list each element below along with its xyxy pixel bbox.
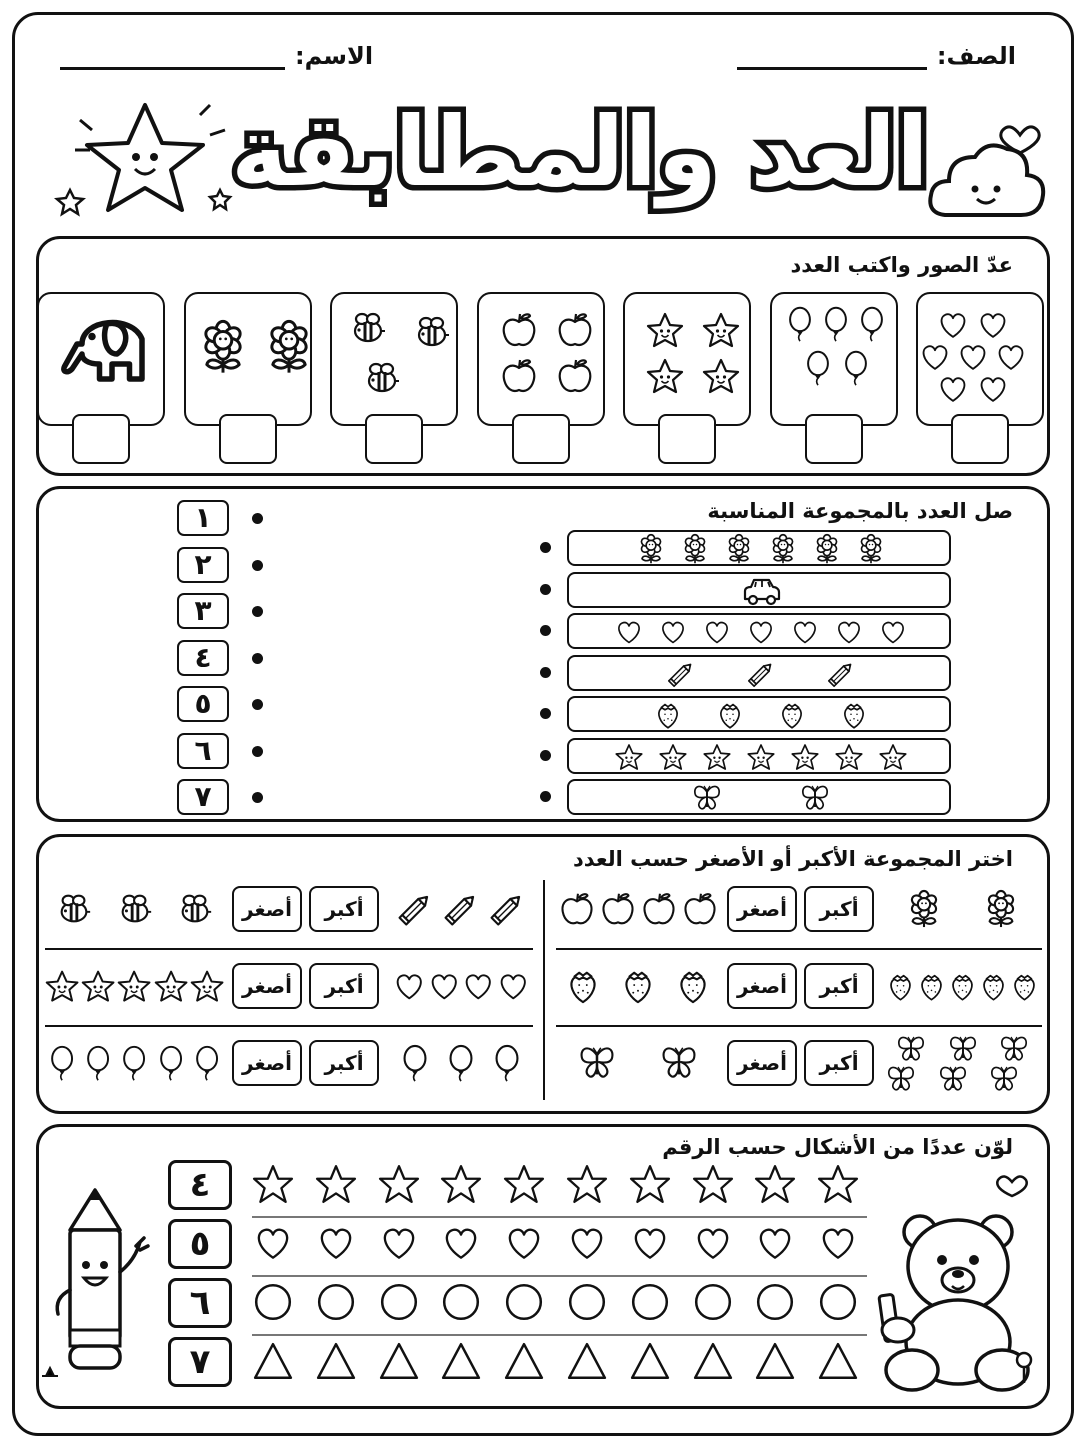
star-icon[interactable]: [315, 1163, 357, 1205]
star-icon[interactable]: [754, 1163, 796, 1205]
match-dot-right[interactable]: [540, 667, 551, 678]
bee-icon: [176, 890, 214, 928]
heart-icon: [918, 340, 952, 374]
car-icon: [741, 571, 781, 611]
smiling-star-icon: [60, 95, 250, 225]
star-icon: [701, 356, 741, 396]
heart-icon[interactable]: [440, 1222, 482, 1264]
heart-icon: [936, 308, 970, 342]
heart-icon[interactable]: [629, 1222, 671, 1264]
butterfly-icon: [989, 1064, 1019, 1094]
heart-icon: [790, 617, 820, 647]
match-section-title: صل العدد بالمجموعة المناسبة: [707, 499, 1013, 523]
count-card: [770, 292, 898, 426]
bigger-button[interactable]: أكبر: [309, 886, 379, 932]
circle-icon[interactable]: [692, 1281, 734, 1323]
star-icon: [80, 968, 116, 1004]
triangle-icon[interactable]: [754, 1340, 796, 1382]
match-dot-left[interactable]: [252, 699, 263, 710]
teddy-bear-icon: [872, 1180, 1047, 1395]
match-group-strip: [567, 738, 951, 774]
compare-row-divider: [45, 1025, 533, 1027]
balloon-icon: [189, 1045, 225, 1081]
count-section-title: عدّ الصور واكتب العدد: [790, 253, 1013, 277]
apple-icon: [599, 890, 637, 928]
strawberry-icon: [715, 700, 745, 730]
count-answer-box[interactable]: [658, 414, 716, 464]
bigger-button[interactable]: أكبر: [309, 1040, 379, 1086]
color-row-divider: [252, 1334, 867, 1336]
smaller-button[interactable]: أصغر: [232, 886, 302, 932]
heart-icon: [461, 969, 496, 1004]
color-number-box: ٥: [168, 1219, 232, 1269]
flower-icon: [905, 890, 943, 928]
color-number-box: ٦: [168, 1278, 232, 1328]
heart-icon: [976, 372, 1010, 406]
heart-icon[interactable]: [315, 1222, 357, 1264]
heart-icon: [956, 340, 990, 374]
heart-icon: [746, 617, 776, 647]
color-row-divider: [252, 1275, 867, 1277]
heart-icon[interactable]: [503, 1222, 545, 1264]
flower-icon: [812, 534, 842, 564]
star-icon[interactable]: [252, 1163, 294, 1205]
balloon-icon: [818, 306, 854, 342]
circle-icon[interactable]: [817, 1281, 859, 1323]
flower-icon: [636, 534, 666, 564]
heart-icon: [976, 308, 1010, 342]
balloon-icon: [80, 1045, 116, 1081]
pencil-icon: [666, 659, 696, 689]
smaller-button[interactable]: أصغر: [727, 886, 797, 932]
butterfly-icon: [886, 1064, 916, 1094]
pencil-icon: [396, 890, 434, 928]
heart-icon[interactable]: [692, 1222, 734, 1264]
smaller-button[interactable]: أصغر: [232, 963, 302, 1009]
count-answer-box[interactable]: [219, 414, 277, 464]
triangle-icon[interactable]: [692, 1340, 734, 1382]
apple-icon: [640, 890, 678, 928]
compare-row-divider: [556, 1025, 1042, 1027]
flower-icon: [724, 534, 754, 564]
bee-icon: [55, 890, 93, 928]
triangle-icon[interactable]: [440, 1340, 482, 1382]
match-dot-right[interactable]: [540, 542, 551, 553]
heart-icon[interactable]: [378, 1222, 420, 1264]
strawberry-icon: [839, 700, 869, 730]
balloon-icon: [44, 1045, 80, 1081]
bee-icon: [116, 890, 154, 928]
match-number-box: ٥: [177, 686, 229, 722]
bee-icon: [362, 358, 402, 398]
star-icon[interactable]: [378, 1163, 420, 1205]
color-row-divider: [252, 1216, 867, 1218]
pencil-icon: [442, 890, 480, 928]
name-label: الاسم:: [295, 42, 374, 70]
match-dot-right[interactable]: [540, 750, 551, 761]
circle-icon[interactable]: [754, 1281, 796, 1323]
circle-icon[interactable]: [378, 1281, 420, 1323]
circle-icon[interactable]: [503, 1281, 545, 1323]
circle-icon[interactable]: [629, 1281, 671, 1323]
name-blank[interactable]: [60, 44, 285, 70]
star-icon[interactable]: [692, 1163, 734, 1205]
circle-icon[interactable]: [566, 1281, 608, 1323]
apple-icon: [499, 356, 539, 396]
strawberry-icon: [1009, 971, 1040, 1002]
color-number-box: ٧: [168, 1337, 232, 1387]
bigger-button[interactable]: أكبر: [309, 963, 379, 1009]
count-card: [623, 292, 751, 426]
match-group-strip: [567, 779, 951, 815]
butterfly-icon: [692, 783, 722, 813]
elephant-icon: [57, 304, 157, 404]
balloon-icon: [838, 350, 874, 386]
bigger-button[interactable]: أكبر: [804, 886, 874, 932]
butterfly-icon: [660, 1044, 698, 1082]
balloon-icon: [442, 1044, 480, 1082]
heart-icon: [878, 617, 908, 647]
star-icon[interactable]: [503, 1163, 545, 1205]
star-icon: [645, 310, 685, 350]
triangle-icon[interactable]: [315, 1340, 357, 1382]
star-icon: [834, 742, 864, 772]
class-field: [737, 30, 1016, 70]
color-number-box: ٤: [168, 1160, 232, 1210]
triangle-icon[interactable]: [252, 1340, 294, 1382]
apple-icon: [555, 310, 595, 350]
apple-icon: [681, 890, 719, 928]
smaller-button[interactable]: أصغر: [727, 1040, 797, 1086]
match-dot-left[interactable]: [252, 606, 263, 617]
compare-row-divider: [556, 948, 1042, 950]
flower-icon: [768, 534, 798, 564]
match-dot-right[interactable]: [540, 584, 551, 595]
class-blank[interactable]: [737, 44, 927, 70]
strawberry-icon: [947, 971, 978, 1002]
heart-icon: [994, 340, 1028, 374]
star-icon: [702, 742, 732, 772]
triangle-icon[interactable]: [378, 1340, 420, 1382]
star-icon[interactable]: [566, 1163, 608, 1205]
butterfly-icon: [800, 783, 830, 813]
match-group-strip: [567, 572, 951, 608]
pencil-icon: [826, 659, 856, 689]
match-group-strip: [567, 613, 951, 649]
match-dot-left[interactable]: [252, 746, 263, 757]
star-icon: [116, 968, 152, 1004]
count-answer-box[interactable]: [365, 414, 423, 464]
butterfly-icon: [948, 1034, 978, 1064]
match-number-box: ٤: [177, 640, 229, 676]
star-icon: [878, 742, 908, 772]
heart-icon: [427, 969, 462, 1004]
smaller-button[interactable]: أصغر: [727, 963, 797, 1009]
heart-icon: [936, 372, 970, 406]
bee-icon: [348, 308, 388, 348]
heart-icon[interactable]: [566, 1222, 608, 1264]
smaller-button[interactable]: أصغر: [232, 1040, 302, 1086]
star-icon[interactable]: [440, 1163, 482, 1205]
butterfly-icon: [578, 1044, 616, 1082]
count-card: [477, 292, 605, 426]
balloon-icon: [800, 350, 836, 386]
strawberry-icon: [564, 967, 602, 1005]
bigger-button[interactable]: أكبر: [804, 1040, 874, 1086]
strawberry-icon: [916, 971, 947, 1002]
balloon-icon: [488, 1044, 526, 1082]
apple-icon: [499, 310, 539, 350]
triangle-icon[interactable]: [817, 1340, 859, 1382]
star-icon: [614, 742, 644, 772]
compare-row-divider: [45, 948, 533, 950]
match-dot-left[interactable]: [252, 560, 263, 571]
strawberry-icon: [978, 971, 1009, 1002]
count-card: [184, 292, 312, 426]
page-title: العد والمطابقة: [231, 96, 929, 208]
compare-divider: [543, 880, 545, 1100]
balloon-icon: [854, 306, 890, 342]
star-icon: [153, 968, 189, 1004]
heart-icon: [658, 617, 688, 647]
flower-icon: [262, 320, 316, 374]
match-group-strip: [567, 655, 951, 691]
match-number-box: ٦: [177, 733, 229, 769]
count-answer-box[interactable]: [805, 414, 863, 464]
bigger-button[interactable]: أكبر: [804, 963, 874, 1009]
heart-icon: [496, 969, 531, 1004]
balloon-icon: [116, 1045, 152, 1081]
circle-icon[interactable]: [252, 1281, 294, 1323]
star-icon: [701, 310, 741, 350]
butterfly-icon: [938, 1064, 968, 1094]
color-section-title: لوّن عددًا من الأشكال حسب الرقم: [662, 1135, 1013, 1159]
match-dot-left[interactable]: [252, 653, 263, 664]
heart-icon: [392, 969, 427, 1004]
compare-section-title: اختر المجموعة الأكبر أو الأصغر حسب العدد: [572, 847, 1013, 871]
strawberry-icon: [653, 700, 683, 730]
pencil-icon: [488, 890, 526, 928]
class-label: الصف:: [936, 42, 1016, 70]
balloon-icon: [153, 1045, 189, 1081]
smiling-cloud-icon: [925, 115, 1055, 225]
heart-icon: [614, 617, 644, 647]
strawberry-icon: [674, 967, 712, 1005]
smiling-pencil-icon: [40, 1180, 155, 1385]
match-number-box: ٧: [177, 779, 229, 815]
count-answer-box[interactable]: [512, 414, 570, 464]
circle-icon[interactable]: [440, 1281, 482, 1323]
star-icon: [790, 742, 820, 772]
match-dot-right[interactable]: [540, 625, 551, 636]
match-dot-right[interactable]: [540, 791, 551, 802]
match-number-box: ٢: [177, 547, 229, 583]
circle-icon[interactable]: [315, 1281, 357, 1323]
count-card: [37, 292, 165, 426]
flower-icon: [680, 534, 710, 564]
star-icon[interactable]: [629, 1163, 671, 1205]
star-icon: [44, 968, 80, 1004]
strawberry-icon: [619, 967, 657, 1005]
star-icon: [746, 742, 776, 772]
count-card: [916, 292, 1044, 426]
balloon-icon: [782, 306, 818, 342]
flower-icon: [196, 320, 250, 374]
heart-icon[interactable]: [817, 1222, 859, 1264]
pencil-icon: [746, 659, 776, 689]
butterfly-icon: [999, 1034, 1029, 1064]
name-field: [60, 30, 373, 70]
bee-icon: [412, 312, 452, 352]
match-dot-left[interactable]: [252, 513, 263, 524]
count-answer-box[interactable]: [951, 414, 1009, 464]
star-icon: [658, 742, 688, 772]
apple-icon: [558, 890, 596, 928]
count-card: [330, 292, 458, 426]
match-group-strip: [567, 696, 951, 732]
triangle-icon[interactable]: [566, 1340, 608, 1382]
match-group-strip: [567, 530, 951, 566]
heart-icon[interactable]: [252, 1222, 294, 1264]
apple-icon: [555, 356, 595, 396]
triangle-icon[interactable]: [629, 1340, 671, 1382]
star-icon: [645, 356, 685, 396]
star-icon: [189, 968, 225, 1004]
butterfly-icon: [896, 1034, 926, 1064]
match-number-box: ٣: [177, 593, 229, 629]
strawberry-icon: [777, 700, 807, 730]
match-dot-left[interactable]: [252, 792, 263, 803]
strawberry-icon: [885, 971, 916, 1002]
match-dot-right[interactable]: [540, 708, 551, 719]
heart-icon: [702, 617, 732, 647]
match-number-box: ١: [177, 500, 229, 536]
heart-icon: [834, 617, 864, 647]
triangle-icon[interactable]: [503, 1340, 545, 1382]
star-icon[interactable]: [817, 1163, 859, 1205]
flower-icon: [856, 534, 886, 564]
heart-icon[interactable]: [754, 1222, 796, 1264]
count-answer-box[interactable]: [72, 414, 130, 464]
flower-icon: [982, 890, 1020, 928]
balloon-icon: [396, 1044, 434, 1082]
